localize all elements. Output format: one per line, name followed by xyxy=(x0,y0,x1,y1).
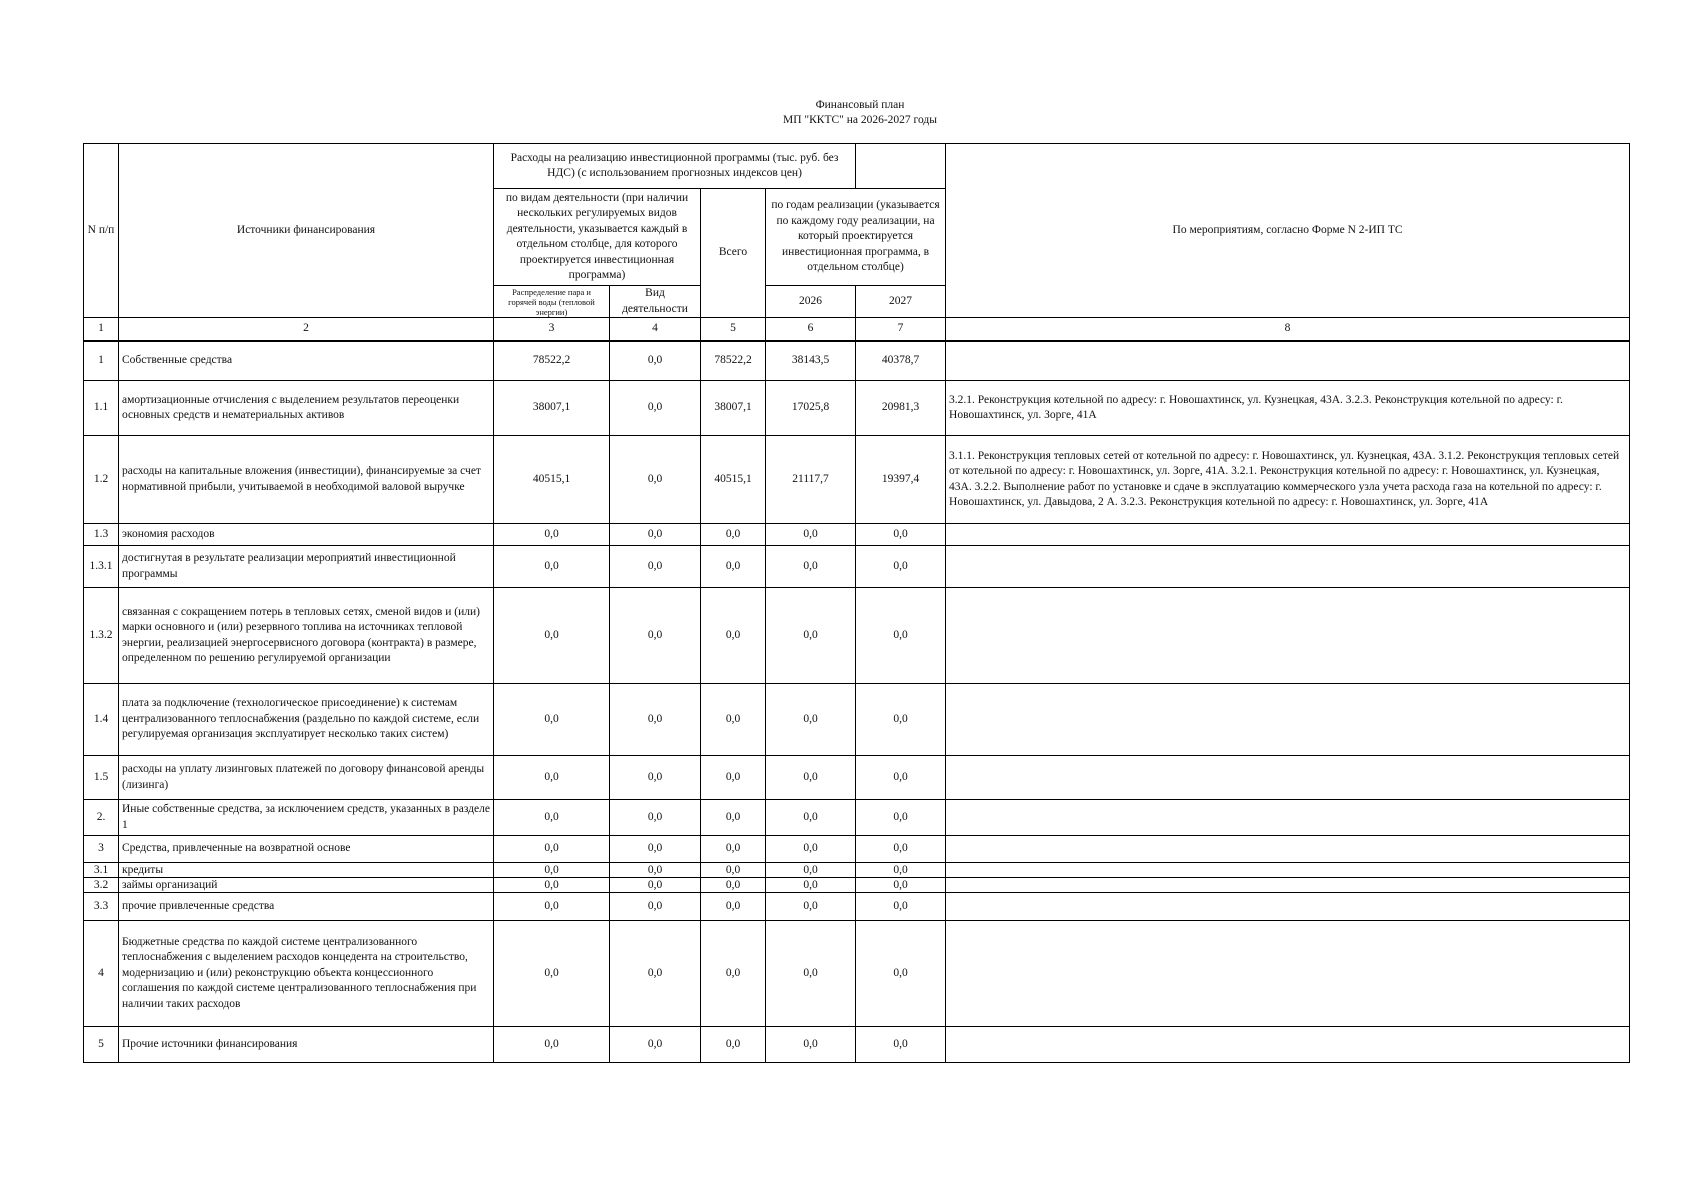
row-source: достигнутая в результате реализации мероприятий инвестиционной программы xyxy=(119,546,494,588)
table-row xyxy=(84,893,1630,921)
row-source: экономия расходов xyxy=(119,524,494,546)
row-2026-value: 0,0 xyxy=(766,588,856,684)
row-source: займы организаций xyxy=(119,878,494,893)
row-distribution-value: 0,0 xyxy=(494,800,610,836)
row-number: 1.3.2 xyxy=(84,588,119,684)
row-measures xyxy=(946,341,1630,381)
table-row xyxy=(84,1027,1630,1063)
table-row xyxy=(84,878,1630,893)
row-2027-value: 0,0 xyxy=(856,524,946,546)
row-2026-value: 0,0 xyxy=(766,878,856,893)
row-source: Средства, привлеченные на возвратной основе xyxy=(119,836,494,863)
row-activity-value: 0,0 xyxy=(610,878,701,893)
row-number: 1.3.1 xyxy=(84,546,119,588)
table-row xyxy=(84,436,1630,524)
table-row xyxy=(84,381,1630,436)
header-year-2026: 2026 xyxy=(766,286,856,318)
row-number: 1 xyxy=(84,341,119,381)
header-row-1 xyxy=(84,144,1630,189)
row-2026-value: 38143,5 xyxy=(766,341,856,381)
row-distribution-value: 0,0 xyxy=(494,524,610,546)
row-distribution-value: 0,0 xyxy=(494,893,610,921)
row-measures xyxy=(946,800,1630,836)
row-activity-value: 0,0 xyxy=(610,524,701,546)
row-2027-value: 40378,7 xyxy=(856,341,946,381)
header-measures: По мероприятиям, согласно Форме N 2-ИП ТС xyxy=(946,144,1630,318)
row-2026-value: 0,0 xyxy=(766,921,856,1027)
row-source: Иные собственные средства, за исключением средств, указанных в разделе 1 xyxy=(119,800,494,836)
row-2027-value: 0,0 xyxy=(856,893,946,921)
row-2026-value: 0,0 xyxy=(766,524,856,546)
row-measures xyxy=(946,546,1630,588)
row-source: Прочие источники финансирования xyxy=(119,1027,494,1063)
row-total-value: 0,0 xyxy=(701,756,766,800)
header-np: N п/п xyxy=(84,144,119,318)
row-distribution-value: 0,0 xyxy=(494,756,610,800)
header-expenses: Расходы на реализацию инвестиционной программы (тыс. руб. без НДС) (с использованием прогнозных индексов цен) xyxy=(494,144,856,189)
row-number: 4 xyxy=(84,921,119,1027)
column-number: 7 xyxy=(856,318,946,341)
column-number: 5 xyxy=(701,318,766,341)
header-distribution: Распределение пара и горячей воды (тепловой энергии) xyxy=(494,286,610,318)
row-measures xyxy=(946,588,1630,684)
row-distribution-value: 0,0 xyxy=(494,863,610,878)
row-source: расходы на уплату лизинговых платежей по договору финансовой аренды (лизинга) xyxy=(119,756,494,800)
row-total-value: 0,0 xyxy=(701,524,766,546)
table-row xyxy=(84,921,1630,1027)
column-number: 6 xyxy=(766,318,856,341)
row-number: 5 xyxy=(84,1027,119,1063)
row-2026-value: 0,0 xyxy=(766,684,856,756)
row-number: 3.3 xyxy=(84,893,119,921)
row-number: 1.3 xyxy=(84,524,119,546)
row-source: кредиты xyxy=(119,863,494,878)
row-activity-value: 0,0 xyxy=(610,1027,701,1063)
row-total-value: 0,0 xyxy=(701,800,766,836)
row-2027-value: 0,0 xyxy=(856,546,946,588)
column-number-row xyxy=(84,318,1630,341)
row-number: 1.4 xyxy=(84,684,119,756)
row-distribution-value: 40515,1 xyxy=(494,436,610,524)
table-row xyxy=(84,546,1630,588)
row-total-value: 0,0 xyxy=(701,863,766,878)
row-measures xyxy=(946,756,1630,800)
row-2026-value: 0,0 xyxy=(766,893,856,921)
header-total: Всего xyxy=(701,189,766,318)
row-number: 2. xyxy=(84,800,119,836)
row-number: 3.1 xyxy=(84,863,119,878)
row-activity-value: 0,0 xyxy=(610,381,701,436)
row-activity-value: 0,0 xyxy=(610,546,701,588)
table-row xyxy=(84,836,1630,863)
row-source: амортизационные отчисления с выделением результатов переоценки основных средств и нематериальных активов xyxy=(119,381,494,436)
row-2027-value: 0,0 xyxy=(856,756,946,800)
row-activity-value: 0,0 xyxy=(610,436,701,524)
column-number: 3 xyxy=(494,318,610,341)
row-measures: 3.2.1. Реконструкция котельной по адресу: г. Новошахтинск, ул. Кузнецкая, 43А. 3.2.3. Реконструкция котельной по адресу: г. Новошахтинск, ул. Зорге, 41А xyxy=(946,381,1630,436)
row-source: прочие привлеченные средства xyxy=(119,893,494,921)
row-2027-value: 0,0 xyxy=(856,588,946,684)
row-measures xyxy=(946,893,1630,921)
row-activity-value: 0,0 xyxy=(610,341,701,381)
row-measures xyxy=(946,863,1630,878)
row-distribution-value: 0,0 xyxy=(494,1027,610,1063)
row-source: Бюджетные средства по каждой системе централизованного теплоснабжения с выделением расходов концедента на строительство, модернизацию и (или) реконструкцию объекта концессионного соглашения по каждой системе централизованного теплоснабжения при наличии таких расходов xyxy=(119,921,494,1027)
table-row xyxy=(84,524,1630,546)
row-measures xyxy=(946,524,1630,546)
header-year-2027: 2027 xyxy=(856,286,946,318)
row-source: плата за подключение (технологическое присоединение) к системам централизованного теплоснабжения (раздельно по каждой системе, если регулируемая организация эксплуатирует несколько таких систем) xyxy=(119,684,494,756)
row-source: связанная с сокращением потерь в тепловых сетях, сменой видов и (или) марки основного и (или) резервного топлива на источниках тепловой энергии, реализацией энергосервисного договора (контракта) в размере, определенном по решению регулируемой организации xyxy=(119,588,494,684)
table-row xyxy=(84,863,1630,878)
row-2026-value: 0,0 xyxy=(766,1027,856,1063)
document-title xyxy=(0,98,1698,128)
row-activity-value: 0,0 xyxy=(610,921,701,1027)
row-activity-value: 0,0 xyxy=(610,863,701,878)
table-row xyxy=(84,756,1630,800)
table-row xyxy=(84,588,1630,684)
row-total-value: 40515,1 xyxy=(701,436,766,524)
row-2027-value: 0,0 xyxy=(856,836,946,863)
row-2027-value: 0,0 xyxy=(856,878,946,893)
row-distribution-value: 78522,2 xyxy=(494,341,610,381)
column-number: 2 xyxy=(119,318,494,341)
financial-plan-table xyxy=(83,143,1630,1063)
table-row xyxy=(84,341,1630,381)
header-sources: Источники финансирования xyxy=(119,144,494,318)
row-distribution-value: 0,0 xyxy=(494,878,610,893)
row-number: 3.2 xyxy=(84,878,119,893)
row-2026-value: 0,0 xyxy=(766,863,856,878)
row-total-value: 0,0 xyxy=(701,893,766,921)
header-by-activity: по видам деятельности (при наличии нескольких регулируемых видов деятельности, указывается каждый в отдельном столбце, для которого проектируется инвестиционная программа) xyxy=(494,189,701,286)
row-measures xyxy=(946,836,1630,863)
row-total-value: 0,0 xyxy=(701,588,766,684)
row-distribution-value: 38007,1 xyxy=(494,381,610,436)
row-activity-value: 0,0 xyxy=(610,836,701,863)
row-measures xyxy=(946,878,1630,893)
row-measures: 3.1.1. Реконструкция тепловых сетей от котельной по адресу: г. Новошахтинск, ул. Кузнецкая, 43А. 3.1.2. Реконструкция тепловых сетей от котельной по адресу: г. Новошахтинск, ул. Зорге, 41А. 3.2.1. Реконструкция котельной по адресу: г. Новошахтинск, ул. Кузнецкая, 43А. 3.2.2. Выполнение работ по установке и сдаче в эксплуатацию коммерческого узла учета расхода газа на котельной по адресу: г. Новошахтинск, ул. Давыдова, 2 А. 3.2.3. Реконструкция котельной по адресу: г. Новошахтинск, ул. Зорге, 41А xyxy=(946,436,1630,524)
row-total-value: 0,0 xyxy=(701,921,766,1027)
row-2026-value: 17025,8 xyxy=(766,381,856,436)
row-2027-value: 0,0 xyxy=(856,684,946,756)
row-total-value: 0,0 xyxy=(701,1027,766,1063)
row-activity-value: 0,0 xyxy=(610,800,701,836)
row-2027-value: 20981,3 xyxy=(856,381,946,436)
row-activity-value: 0,0 xyxy=(610,893,701,921)
column-number: 4 xyxy=(610,318,701,341)
row-activity-value: 0,0 xyxy=(610,588,701,684)
title-line-2: МП "ККТС" на 2026-2027 годы xyxy=(783,114,937,126)
row-2026-value: 0,0 xyxy=(766,756,856,800)
row-2026-value: 21117,7 xyxy=(766,436,856,524)
row-2027-value: 0,0 xyxy=(856,863,946,878)
row-2027-value: 0,0 xyxy=(856,1027,946,1063)
row-distribution-value: 0,0 xyxy=(494,546,610,588)
row-activity-value: 0,0 xyxy=(610,684,701,756)
row-measures xyxy=(946,1027,1630,1063)
row-total-value: 0,0 xyxy=(701,546,766,588)
row-2026-value: 0,0 xyxy=(766,546,856,588)
row-source: Собственные средства xyxy=(119,341,494,381)
row-total-value: 38007,1 xyxy=(701,381,766,436)
row-total-value: 0,0 xyxy=(701,684,766,756)
row-2026-value: 0,0 xyxy=(766,800,856,836)
row-distribution-value: 0,0 xyxy=(494,921,610,1027)
row-number: 3 xyxy=(84,836,119,863)
row-2027-value: 0,0 xyxy=(856,921,946,1027)
row-2027-value: 0,0 xyxy=(856,800,946,836)
row-source: расходы на капитальные вложения (инвестиции), финансируемые за счет нормативной прибыли, учитываемой в необходимой валовой выручке xyxy=(119,436,494,524)
row-distribution-value: 0,0 xyxy=(494,836,610,863)
row-number: 1.2 xyxy=(84,436,119,524)
row-2027-value: 19397,4 xyxy=(856,436,946,524)
title-line-1: Финансовый план xyxy=(815,99,905,111)
row-distribution-value: 0,0 xyxy=(494,588,610,684)
column-number: 1 xyxy=(84,318,119,341)
row-total-value: 78522,2 xyxy=(701,341,766,381)
row-number: 1.5 xyxy=(84,756,119,800)
row-activity-value: 0,0 xyxy=(610,756,701,800)
row-measures xyxy=(946,684,1630,756)
row-number: 1.1 xyxy=(84,381,119,436)
table-row xyxy=(84,684,1630,756)
header-by-years: по годам реализации (указывается по каждому году реализации, на который проектируется инвестиционная программа, в отдельном столбце) xyxy=(766,189,946,286)
row-total-value: 0,0 xyxy=(701,836,766,863)
row-2026-value: 0,0 xyxy=(766,836,856,863)
table-row xyxy=(84,800,1630,836)
row-distribution-value: 0,0 xyxy=(494,684,610,756)
header-activity: Вид деятельности xyxy=(610,286,701,318)
column-number: 8 xyxy=(946,318,1630,341)
row-total-value: 0,0 xyxy=(701,878,766,893)
header-empty-cell xyxy=(856,144,946,189)
row-measures xyxy=(946,921,1630,1027)
